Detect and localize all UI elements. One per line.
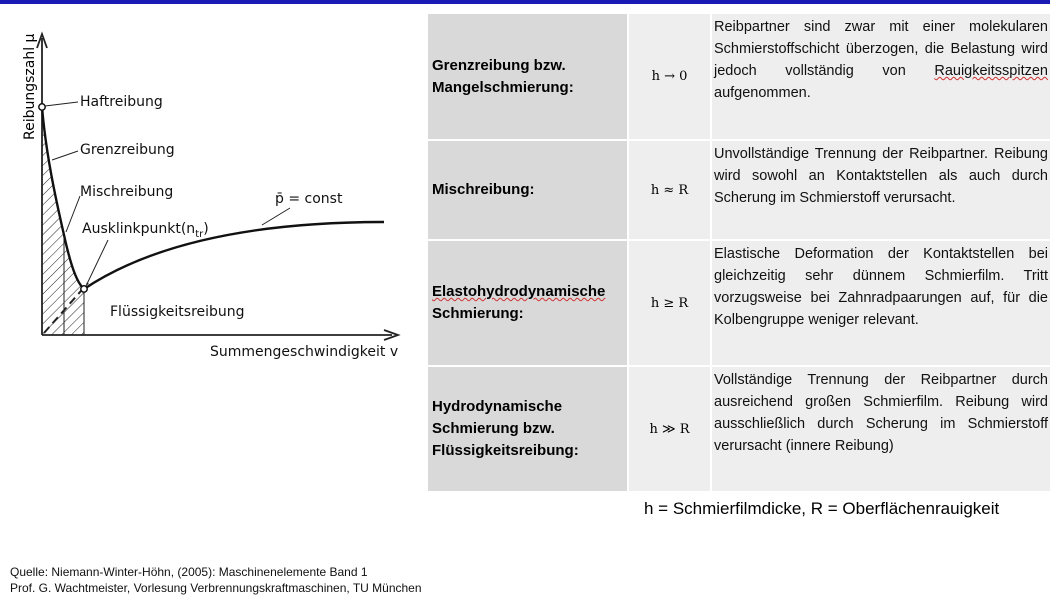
regime-name-cell <box>428 367 627 491</box>
description-text: Vollständige Trennung der Reibpartner durch ausreichend großen Schmierfilm. Reibung wird ausschließlich durch Scherung im Schmierstoff verursacht (innere Reibung) <box>714 372 1048 454</box>
source-citation <box>10 564 422 596</box>
table-row <box>428 14 1050 139</box>
regime-name-cell <box>428 241 627 365</box>
leader-grenzreibung <box>52 151 78 160</box>
regime-name-cell <box>428 141 627 239</box>
description-cell <box>712 241 1050 365</box>
ausklinkpunkt-subscript: tr <box>195 228 204 240</box>
regime-name-line2: Schmierung: <box>432 305 524 322</box>
grenzreibung-label: Grenzreibung <box>80 142 175 158</box>
source-line-1: Quelle: Niemann-Winter-Höhn, (2005): Maschinenelemente Band 1 <box>10 565 368 579</box>
relation-cell: h ≫ R <box>629 367 710 491</box>
regime-name: Grenzreibung bzw. <box>432 56 566 74</box>
spellcheck-marked-word: Rauigkeitsspitzen <box>934 63 1048 79</box>
description-text: Reibpartner sind zwar mit einer molekularen Schmierstoffschicht überzogen, die Belastung wird jedoch vollständig von <box>714 19 1048 79</box>
mischreibung-label: Mischreibung <box>80 184 174 200</box>
haftreibung-label: Haftreibung <box>80 94 163 110</box>
description-text: Elastische Deformation der Kontaktstellen bei gleichzeitig sehr dünnem Schmierfilm. Tritt vorzugsweise bei Zahnradpaarungen auf, für die Kolbengruppe weniger relevant. <box>714 246 1048 328</box>
ausklinkpunkt-text: Ausklinkpunkt(n <box>82 221 196 237</box>
table-row <box>428 241 1050 365</box>
x-axis-label: Summengeschwindigkeit v <box>210 344 399 360</box>
description-cell <box>712 367 1050 491</box>
description-text: Unvollständige Trennung der Reibpartner. Reibung wird sowohl an Kontaktstellen als auch durch Scherung im Schmierstoff verursacht. <box>714 146 1048 206</box>
description-text-end: aufgenommen. <box>714 85 811 101</box>
stribeck-diagram <box>0 0 420 380</box>
pbar-const-label: p̄ = const <box>275 191 343 207</box>
regime-name: Mischreibung: <box>432 181 535 198</box>
description-cell <box>712 141 1050 239</box>
relation-cell: h ≈ R <box>629 141 710 239</box>
leader-pbar <box>262 208 290 225</box>
relation-cell: h ≥ R <box>629 241 710 365</box>
table-row <box>428 141 1050 239</box>
fluessigkeitsreibung-label: Flüssigkeitsreibung <box>110 304 245 320</box>
leader-mischreibung <box>66 196 80 232</box>
regime-name-cell <box>428 14 627 139</box>
source-line-2: Prof. G. Wachtmeister, Vorlesung Verbrennungskraftmaschinen, TU München <box>10 581 422 595</box>
ausklinkpunkt-point <box>81 286 87 292</box>
description-cell <box>712 14 1050 139</box>
regime-name: Elastohydrodynamische <box>432 283 606 300</box>
relation-cell: h → 0 <box>629 14 710 139</box>
symbol-legend: h = Schmierfilmdicke, R = Oberflächenrauigkeit <box>644 499 1000 518</box>
stribeck-curve-svg <box>0 0 420 380</box>
y-axis-label: Reibungszahl μ <box>22 33 38 140</box>
table-row <box>428 367 1050 491</box>
regime-name-line2: Mangelschmierung: <box>432 78 574 96</box>
leader-ausklinkpunkt <box>86 240 108 286</box>
regime-name-line2: Schmierung bzw. <box>432 420 555 437</box>
haftreibung-point <box>39 104 45 110</box>
regime-name: Hydrodynamische <box>432 398 563 415</box>
ausklinkpunkt-label <box>82 221 209 243</box>
leader-haftreibung <box>45 102 78 106</box>
ausklinkpunkt-close: ) <box>203 221 209 237</box>
regime-name-line3: Flüssigkeitsreibung: <box>432 442 579 459</box>
